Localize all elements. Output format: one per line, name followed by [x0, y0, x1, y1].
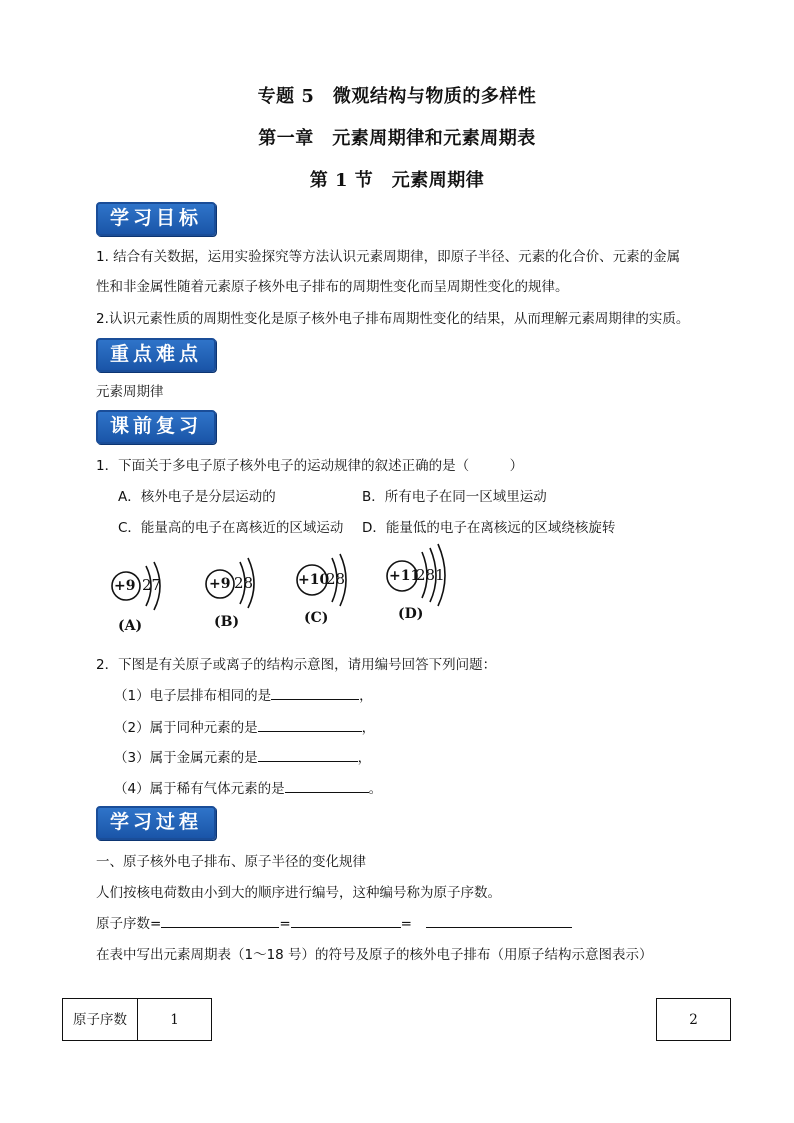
part-1-text: （1）电子层排布相同的是 [114, 688, 272, 704]
label-d: (D) [398, 606, 424, 622]
electrons-a: 27 [142, 576, 162, 594]
atom-diagram-b [204, 540, 274, 630]
process-heading: 一、原子核外电子排布、原子半径的变化规律 [96, 854, 366, 870]
review-question-2: 2．下图是有关原子或离子的结构示意图，请用编号回答下列问题： [96, 657, 497, 673]
option-c: C．能量高的电子在离核近的区域运动 [118, 520, 344, 536]
label-b: (B) [214, 614, 240, 630]
label-a: (A) [118, 618, 143, 634]
formula-blank-3[interactable] [426, 913, 572, 928]
electrons-b: 28 [234, 574, 254, 592]
table-cell-2: 2 [656, 998, 731, 1041]
atom-diagram-a [108, 540, 178, 634]
part-3-text: （3）属于金属元素的是 [114, 750, 258, 766]
table-header-cell: 原子序数 [62, 998, 138, 1041]
section-title: 第 1 节 元素周期律 [309, 170, 485, 191]
part-1-end: ， [359, 688, 373, 704]
part-4-text: （4）属于稀有气体元素的是 [114, 781, 285, 797]
part-3-end: ， [357, 750, 372, 766]
key-points-badge: 重点难点 [96, 338, 216, 372]
review-badge: 课前复习 [96, 410, 216, 444]
part-2-text: （2）属于同种元素的是 [114, 720, 258, 736]
process-badge: 学习过程 [96, 806, 216, 840]
part-2-blank[interactable] [258, 717, 362, 732]
option-a: A．核外电子是分层运动的 [118, 489, 276, 505]
part-4-end: 。 [368, 781, 383, 797]
process-paragraph-3: 在表中写出元素周期表（1～18 号）的符号及原子的核外电子排布（用原子结构示意图表示） [96, 947, 653, 963]
question-2-part-4 [114, 777, 382, 797]
nucleus-d: +11 [389, 568, 421, 584]
document-title: 专题 5 微观结构与物质的多样性 [257, 86, 537, 107]
nucleus-c: +10 [298, 572, 330, 588]
chapter-title: 第一章 元素周期律和元素周期表 [258, 128, 536, 149]
key-points-text: 元素周期律 [96, 384, 164, 400]
formula-eq-2: = [400, 916, 412, 932]
electrons-d: 281 [416, 566, 445, 584]
formula-eq-1: = [279, 916, 291, 932]
nucleus-a: +9 [114, 578, 136, 594]
process-paragraph-1: 人们按核电荷数由小到大的顺序进行编号，这种编号称为原子序数。 [96, 885, 501, 901]
part-4-blank[interactable] [285, 778, 369, 793]
nucleus-b: +9 [209, 576, 231, 592]
option-d: D．能量低的电子在离核远的区域绕核旋转 [362, 520, 616, 536]
objective-1-line-1: 1. 结合有关数据，运用实验探究等方法认识元素周期律，即原子半径、元素的化合价、元素的金属 [96, 249, 681, 265]
question-2-part-3 [114, 746, 371, 766]
part-3-blank[interactable] [258, 747, 358, 762]
part-1-blank[interactable] [271, 685, 359, 700]
objective-1-line-2: 性和非金属性随着元素原子核外电子排布的周期性变化而呈周期性变化的规律。 [96, 279, 569, 295]
label-c: (C) [304, 610, 329, 626]
part-2-end: ， [361, 720, 376, 736]
atom-diagram-c [296, 540, 366, 626]
formula-blank-2[interactable] [291, 913, 401, 928]
formula-start: 原子序数= [96, 916, 162, 932]
question-2-part-1 [114, 684, 373, 704]
electrons-c: 28 [326, 570, 346, 588]
objective-2: 2.认识元素性质的周期性变化是原子核外电子排布周期性变化的结果，从而理解元素周期律的实质。 [96, 311, 690, 327]
question-2-part-2 [114, 716, 375, 736]
option-b: B．所有电子在同一区域里运动 [362, 489, 547, 505]
formula-blank-1[interactable] [161, 913, 279, 928]
review-question-1: 1．下面关于多电子原子核外电子的运动规律的叙述正确的是（ ） [96, 458, 524, 474]
objectives-badge: 学习目标 [96, 202, 216, 236]
atom-shells-a [108, 540, 178, 610]
atom-diagram-d [386, 532, 466, 622]
atomic-number-formula [96, 912, 572, 932]
table-cell-1: 1 [137, 998, 212, 1041]
